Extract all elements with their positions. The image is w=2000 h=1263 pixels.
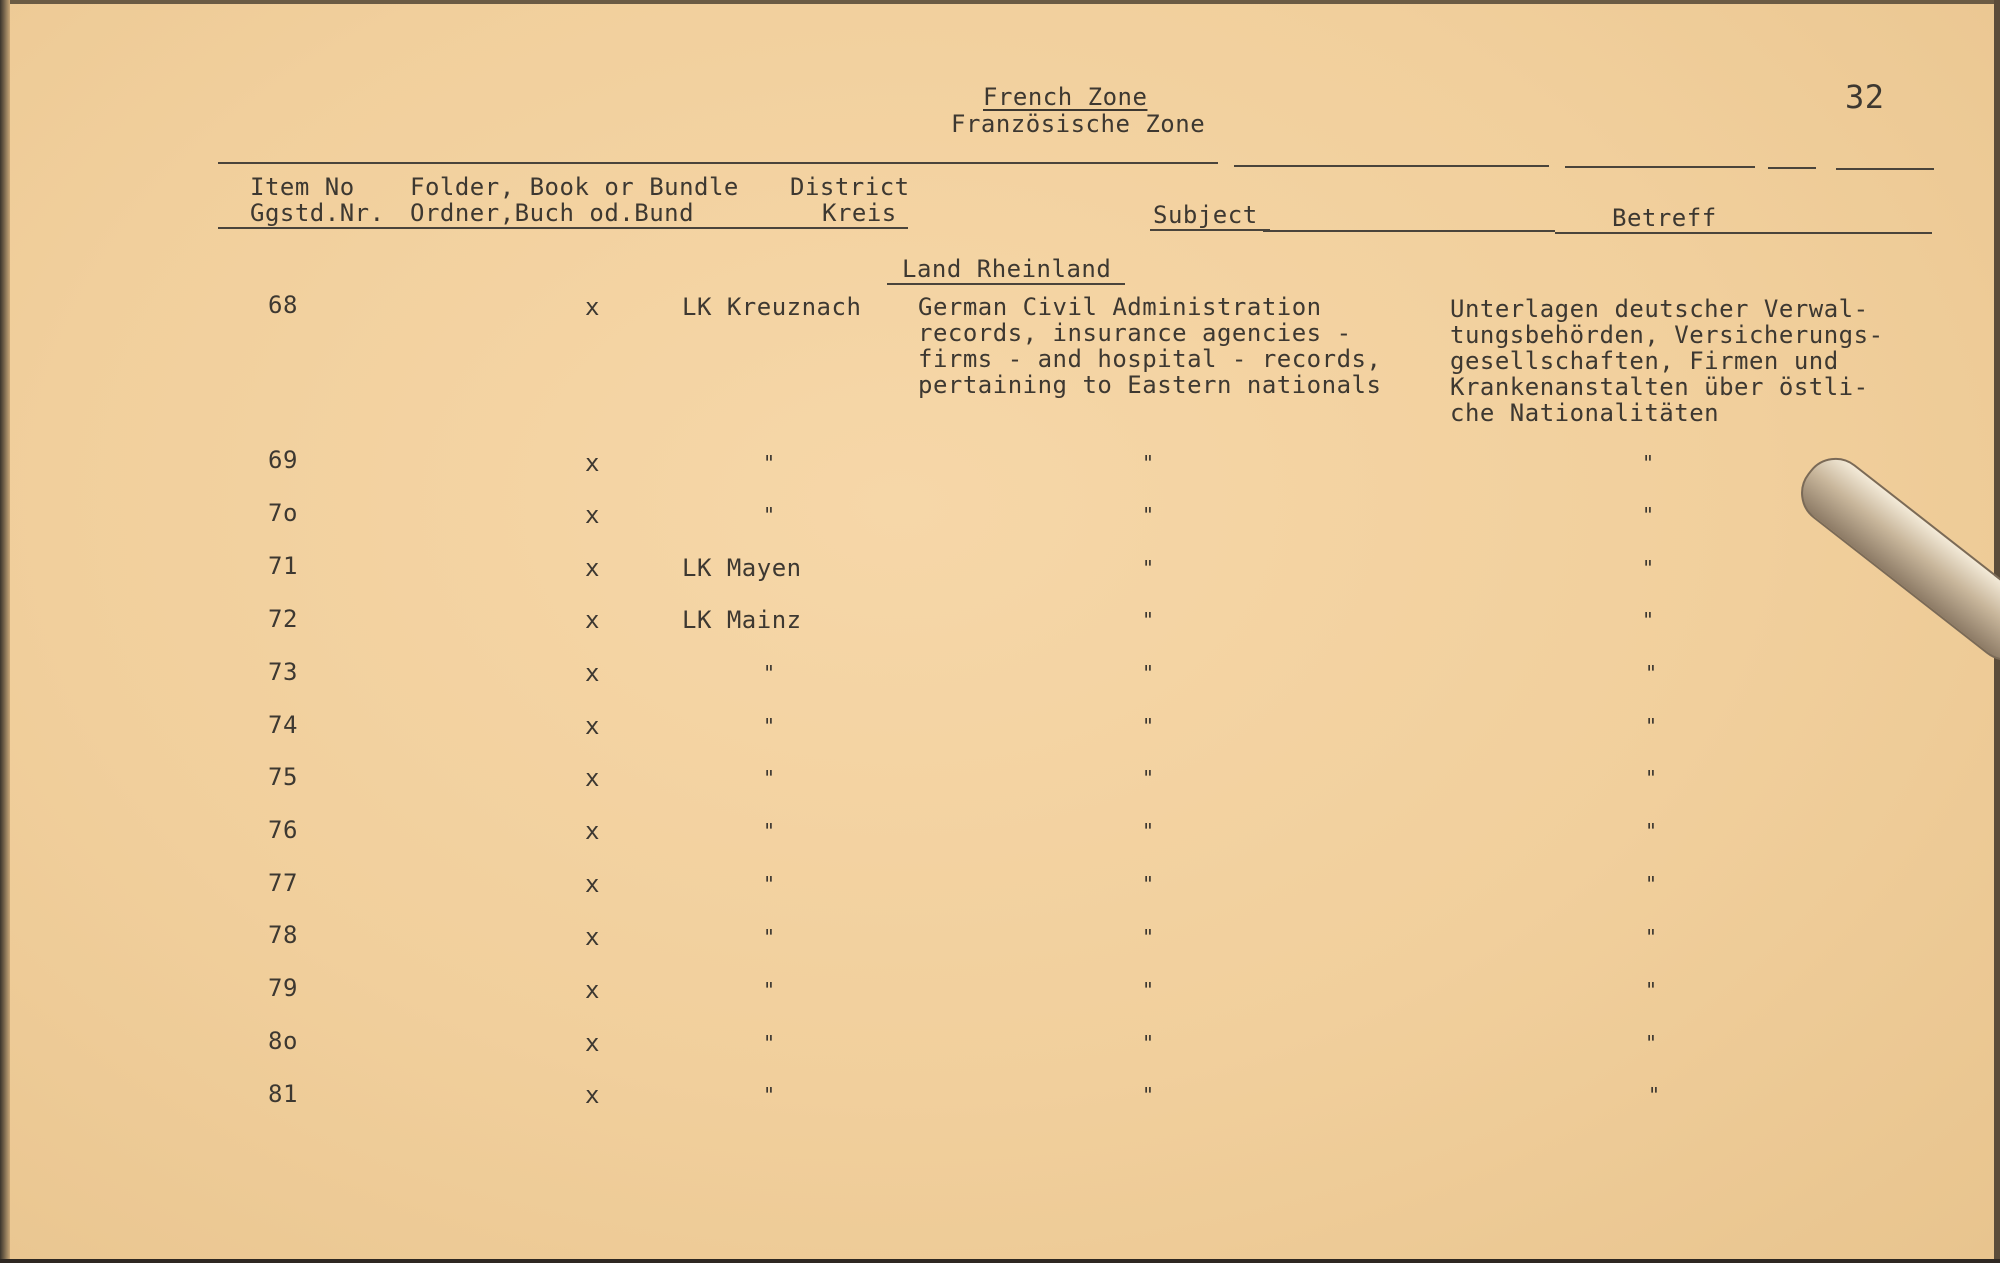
row-subject: " bbox=[1142, 661, 1155, 685]
row-district: " bbox=[763, 661, 776, 685]
col-item-de: Ggstd.Nr. bbox=[250, 199, 385, 227]
row-district: " bbox=[763, 925, 776, 949]
row-betreff: " bbox=[1645, 872, 1658, 896]
row-betreff: " bbox=[1642, 451, 1655, 475]
row-item: 79 bbox=[268, 974, 298, 1002]
row-folder: x bbox=[585, 976, 600, 1004]
pen-pointer bbox=[1788, 445, 2000, 673]
row-district: " bbox=[763, 766, 776, 790]
top-rule-2 bbox=[1234, 165, 1549, 167]
page-number: 32 bbox=[1845, 78, 1885, 116]
row-district: " bbox=[763, 1083, 776, 1107]
row-betreff: " bbox=[1645, 925, 1658, 949]
row-item: 7o bbox=[268, 499, 298, 527]
row-subject: German Civil Administration records, insurance agencies - firms - and hospital - records, pertaining to Eastern nationals bbox=[918, 293, 1382, 399]
header-rule-1 bbox=[218, 227, 908, 229]
row-folder: x bbox=[585, 1081, 600, 1109]
row-subject: " bbox=[1142, 1083, 1155, 1107]
col-folder-en: Folder, Book or Bundle bbox=[410, 173, 739, 201]
row-district: LK Mayen bbox=[682, 554, 802, 582]
row-folder: x bbox=[585, 1029, 600, 1057]
row-item: 69 bbox=[268, 446, 298, 474]
row-subject: " bbox=[1142, 766, 1155, 790]
header-rule-4 bbox=[1555, 232, 1932, 234]
row-district: " bbox=[763, 978, 776, 1002]
row-betreff: Unterlagen deutscher Verwal- tungsbehörden, Versicherungs- gesellschaften, Firmen und Krankenanstalten über östli- che Nationalitäten bbox=[1450, 295, 1884, 427]
row-subject: " bbox=[1142, 608, 1155, 632]
row-folder: x bbox=[585, 554, 600, 582]
page-edge-bottom bbox=[0, 1259, 2000, 1263]
top-rule-3 bbox=[1565, 166, 1755, 168]
row-folder: x bbox=[585, 293, 600, 321]
col-folder-de: Ordner,Buch od.Bund bbox=[410, 199, 695, 227]
top-rule-5 bbox=[1836, 168, 1934, 170]
row-item: 8o bbox=[268, 1027, 298, 1055]
row-betreff: " bbox=[1645, 819, 1658, 843]
header-rule-3 bbox=[1263, 230, 1555, 232]
row-folder: x bbox=[585, 449, 600, 477]
row-betreff: " bbox=[1642, 608, 1655, 632]
row-folder: x bbox=[585, 501, 600, 529]
row-folder: x bbox=[585, 870, 600, 898]
row-subject: " bbox=[1142, 819, 1155, 843]
row-subject: " bbox=[1142, 503, 1155, 527]
col-betreff: Betreff bbox=[1612, 204, 1717, 232]
row-subject: " bbox=[1142, 978, 1155, 1002]
row-folder: x bbox=[585, 817, 600, 845]
row-folder: x bbox=[585, 712, 600, 740]
row-betreff: " bbox=[1645, 714, 1658, 738]
row-subject: " bbox=[1142, 451, 1155, 475]
row-district: " bbox=[763, 451, 776, 475]
row-betreff: " bbox=[1645, 978, 1658, 1002]
title-en: French Zone bbox=[983, 83, 1148, 111]
section-title: Land Rheinland bbox=[902, 255, 1112, 283]
row-folder: x bbox=[585, 923, 600, 951]
row-item: 68 bbox=[268, 291, 298, 319]
row-betreff: " bbox=[1645, 1031, 1658, 1055]
row-folder: x bbox=[585, 659, 600, 687]
top-rule-1 bbox=[218, 162, 1218, 164]
row-item: 76 bbox=[268, 816, 298, 844]
row-district: " bbox=[763, 503, 776, 527]
row-betreff: " bbox=[1645, 661, 1658, 685]
row-folder: x bbox=[585, 606, 600, 634]
row-subject: " bbox=[1142, 872, 1155, 896]
top-rule-4 bbox=[1768, 167, 1816, 169]
col-item-en: Item No bbox=[250, 173, 355, 201]
row-item: 74 bbox=[268, 711, 298, 739]
col-district-en: District bbox=[790, 173, 910, 201]
header-rule-2 bbox=[1150, 229, 1270, 231]
page-edge-left bbox=[0, 0, 10, 1263]
section-title-rule bbox=[887, 283, 1125, 285]
row-item: 81 bbox=[268, 1080, 298, 1108]
page-edge-top bbox=[0, 0, 2000, 4]
row-betreff: " bbox=[1645, 766, 1658, 790]
row-district: " bbox=[763, 872, 776, 896]
col-subject: Subject bbox=[1153, 201, 1258, 229]
row-item: 75 bbox=[268, 763, 298, 791]
row-district: LK Mainz bbox=[682, 606, 802, 634]
row-subject: " bbox=[1142, 1031, 1155, 1055]
row-district: LK Kreuznach bbox=[682, 293, 862, 321]
row-item: 72 bbox=[268, 605, 298, 633]
row-district: " bbox=[763, 714, 776, 738]
row-subject: " bbox=[1142, 556, 1155, 580]
row-folder: x bbox=[585, 764, 600, 792]
row-betreff: " bbox=[1642, 503, 1655, 527]
col-district-de: Kreis bbox=[822, 199, 897, 227]
row-item: 77 bbox=[268, 869, 298, 897]
title-de: Französische Zone bbox=[951, 110, 1206, 138]
row-subject: " bbox=[1142, 714, 1155, 738]
row-betreff: " bbox=[1642, 556, 1655, 580]
row-item: 73 bbox=[268, 658, 298, 686]
row-district: " bbox=[763, 1031, 776, 1055]
row-item: 71 bbox=[268, 552, 298, 580]
row-subject: " bbox=[1142, 925, 1155, 949]
row-item: 78 bbox=[268, 921, 298, 949]
row-district: " bbox=[763, 819, 776, 843]
row-betreff: " bbox=[1648, 1083, 1661, 1107]
